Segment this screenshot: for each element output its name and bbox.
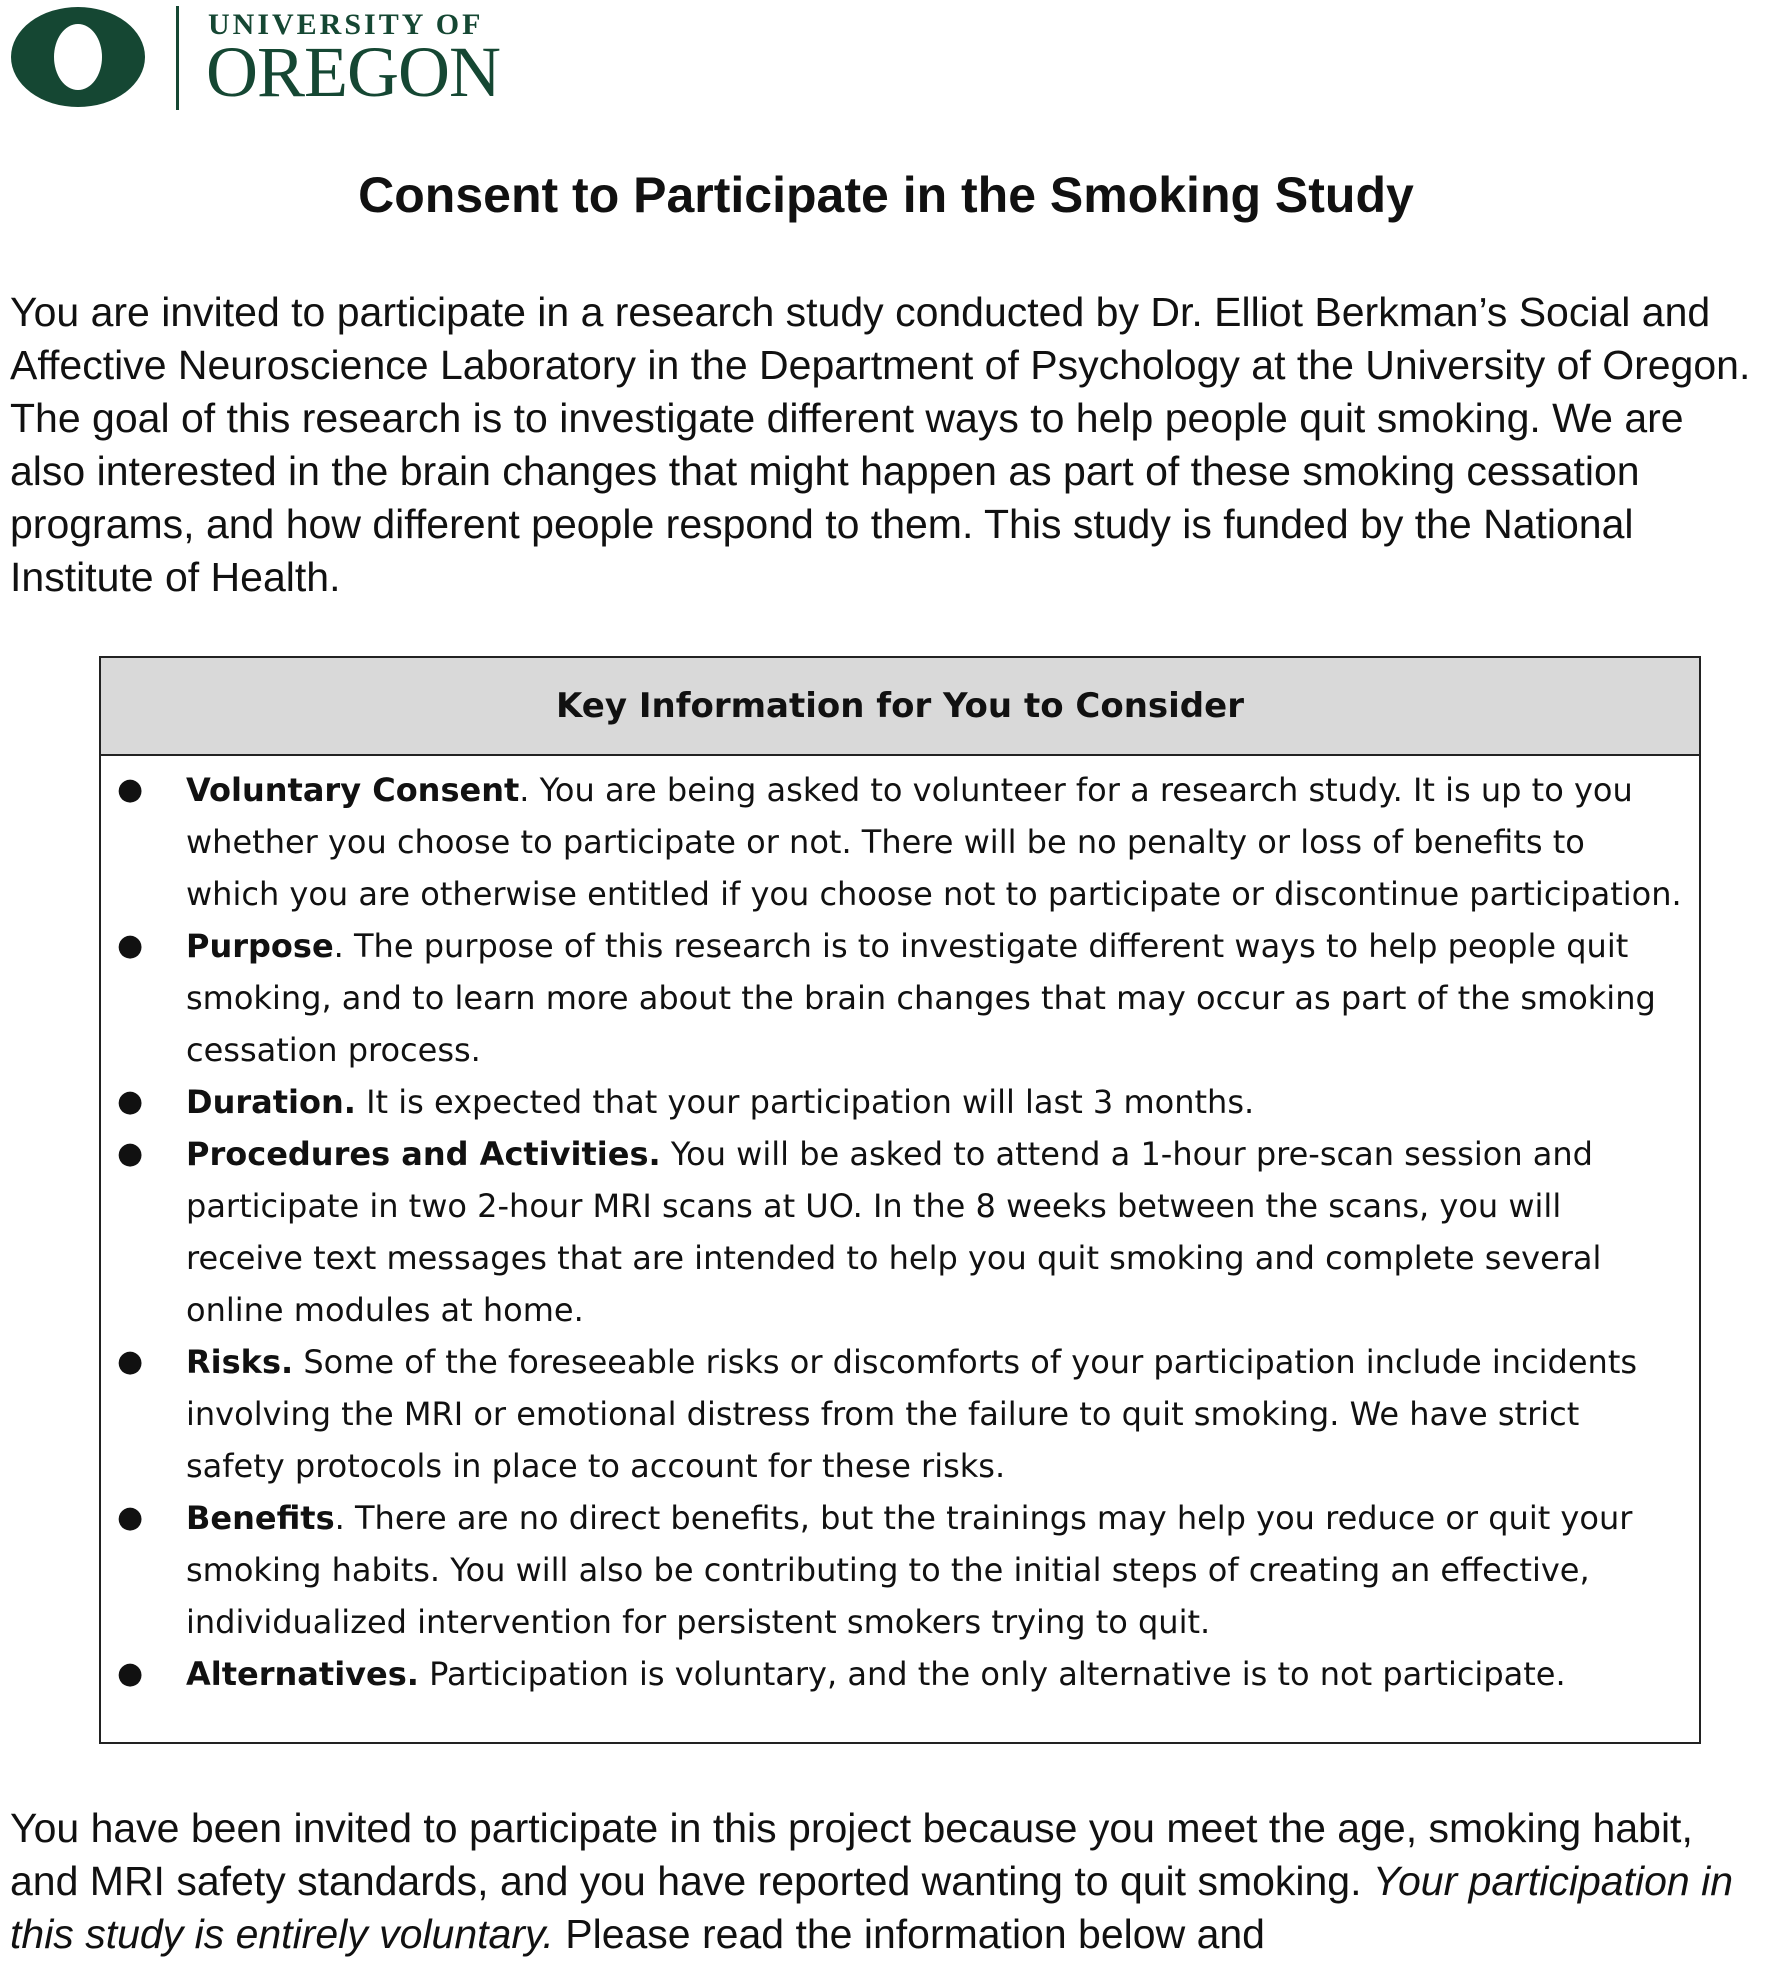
logo-oregon: OREGON bbox=[206, 32, 500, 112]
key-item-risks bbox=[101, 1336, 1699, 1492]
key-information-box bbox=[99, 656, 1701, 1744]
key-item-term: Alternatives. bbox=[186, 1655, 419, 1693]
key-item-text: . You are being asked to volunteer for a research study. It is up to you whether you choose to participate or not. There will be no penalty or loss of benefits to which you are otherwise entitled if you choose not to participate or discontinue participation. bbox=[186, 771, 1682, 913]
closing-paragraph bbox=[10, 1802, 1770, 1961]
key-item-voluntary-consent bbox=[101, 764, 1699, 920]
key-item-term: Duration. bbox=[186, 1083, 356, 1121]
key-item-term: Voluntary Consent bbox=[186, 771, 520, 809]
logo-university-of: UNIVERSITY OF bbox=[208, 8, 484, 41]
bullet-icon: ● bbox=[117, 1136, 144, 1171]
key-item-alternatives bbox=[101, 1648, 1699, 1700]
key-item-text: Some of the foreseeable risks or discomforts of your participation include incidents involving the MRI or emotional distress from the failure to quit smoking. We have strict safety protocols in place to account for these risks. bbox=[186, 1343, 1638, 1485]
intro-paragraph: You are invited to participate in a research study conducted by Dr. Elliot Berkman’s Social and Affective Neuroscience Laboratory in the Department of Psychology at the University of Oregon. The goal of this research is to investigate different ways to help people quit smoking. We are also interested in the brain changes that might happen as part of these smoking cessation programs, and how different people respond to them. This study is funded by the National Institute of Health. bbox=[10, 289, 1751, 600]
key-item-procedures bbox=[101, 1128, 1699, 1336]
page-title: Consent to Participate in the Smoking Study bbox=[358, 167, 1414, 223]
closing-emphasis: Your participation in this study is entirely voluntary. bbox=[10, 1858, 1734, 1957]
bullet-icon: ● bbox=[117, 1344, 144, 1379]
key-item-text: . There are no direct benefits, but the trainings may help you reduce or quit your smoking habits. You will also be contributing to the initial steps of creating an effective, individualized intervention for persistent smokers trying to quit. bbox=[186, 1499, 1633, 1641]
key-item-text: It is expected that your participation will last 3 months. bbox=[355, 1083, 1255, 1121]
bullet-icon: ● bbox=[117, 772, 144, 807]
key-item-duration bbox=[101, 1076, 1699, 1128]
key-information-heading: Key Information for You to Consider bbox=[101, 658, 1699, 756]
university-logo bbox=[8, 2, 568, 110]
key-item-text: Participation is voluntary, and the only alternative is to not participate. bbox=[418, 1655, 1566, 1693]
key-item-term: Benefits bbox=[186, 1499, 335, 1537]
key-information-list bbox=[101, 756, 1699, 1700]
key-item-text: . The purpose of this research is to investigate different ways to help people quit smoking, and to learn more about the brain changes that may occur as part of the smoking cessation process. bbox=[186, 927, 1656, 1069]
key-item-benefits bbox=[101, 1492, 1699, 1648]
key-item-term: Risks. bbox=[186, 1343, 294, 1381]
key-item-text: You will be asked to attend a 1-hour pre-scan session and participate in two 2-hour MRI scans at UO. In the 8 weeks between the scans, you will receive text messages that are intended to help you quit smoking and complete several online modules at home. bbox=[186, 1135, 1602, 1329]
bullet-icon: ● bbox=[117, 928, 144, 963]
oregon-o-logo-icon bbox=[8, 4, 148, 110]
closing-text: You have been invited to participate in this project because you meet the age, smoking habit, and MRI safety standards, and you have reported wanting to quit smoking. bbox=[10, 1805, 1693, 1904]
key-item-term: Procedures and Activities. bbox=[186, 1135, 661, 1173]
bullet-icon: ● bbox=[117, 1656, 144, 1691]
key-item-purpose bbox=[101, 920, 1699, 1076]
bullet-icon: ● bbox=[117, 1084, 144, 1119]
bullet-icon: ● bbox=[117, 1500, 144, 1535]
logo-divider bbox=[176, 6, 179, 110]
key-item-term: Purpose bbox=[186, 927, 334, 965]
closing-text-continued: Please read the information below and bbox=[553, 1911, 1265, 1957]
